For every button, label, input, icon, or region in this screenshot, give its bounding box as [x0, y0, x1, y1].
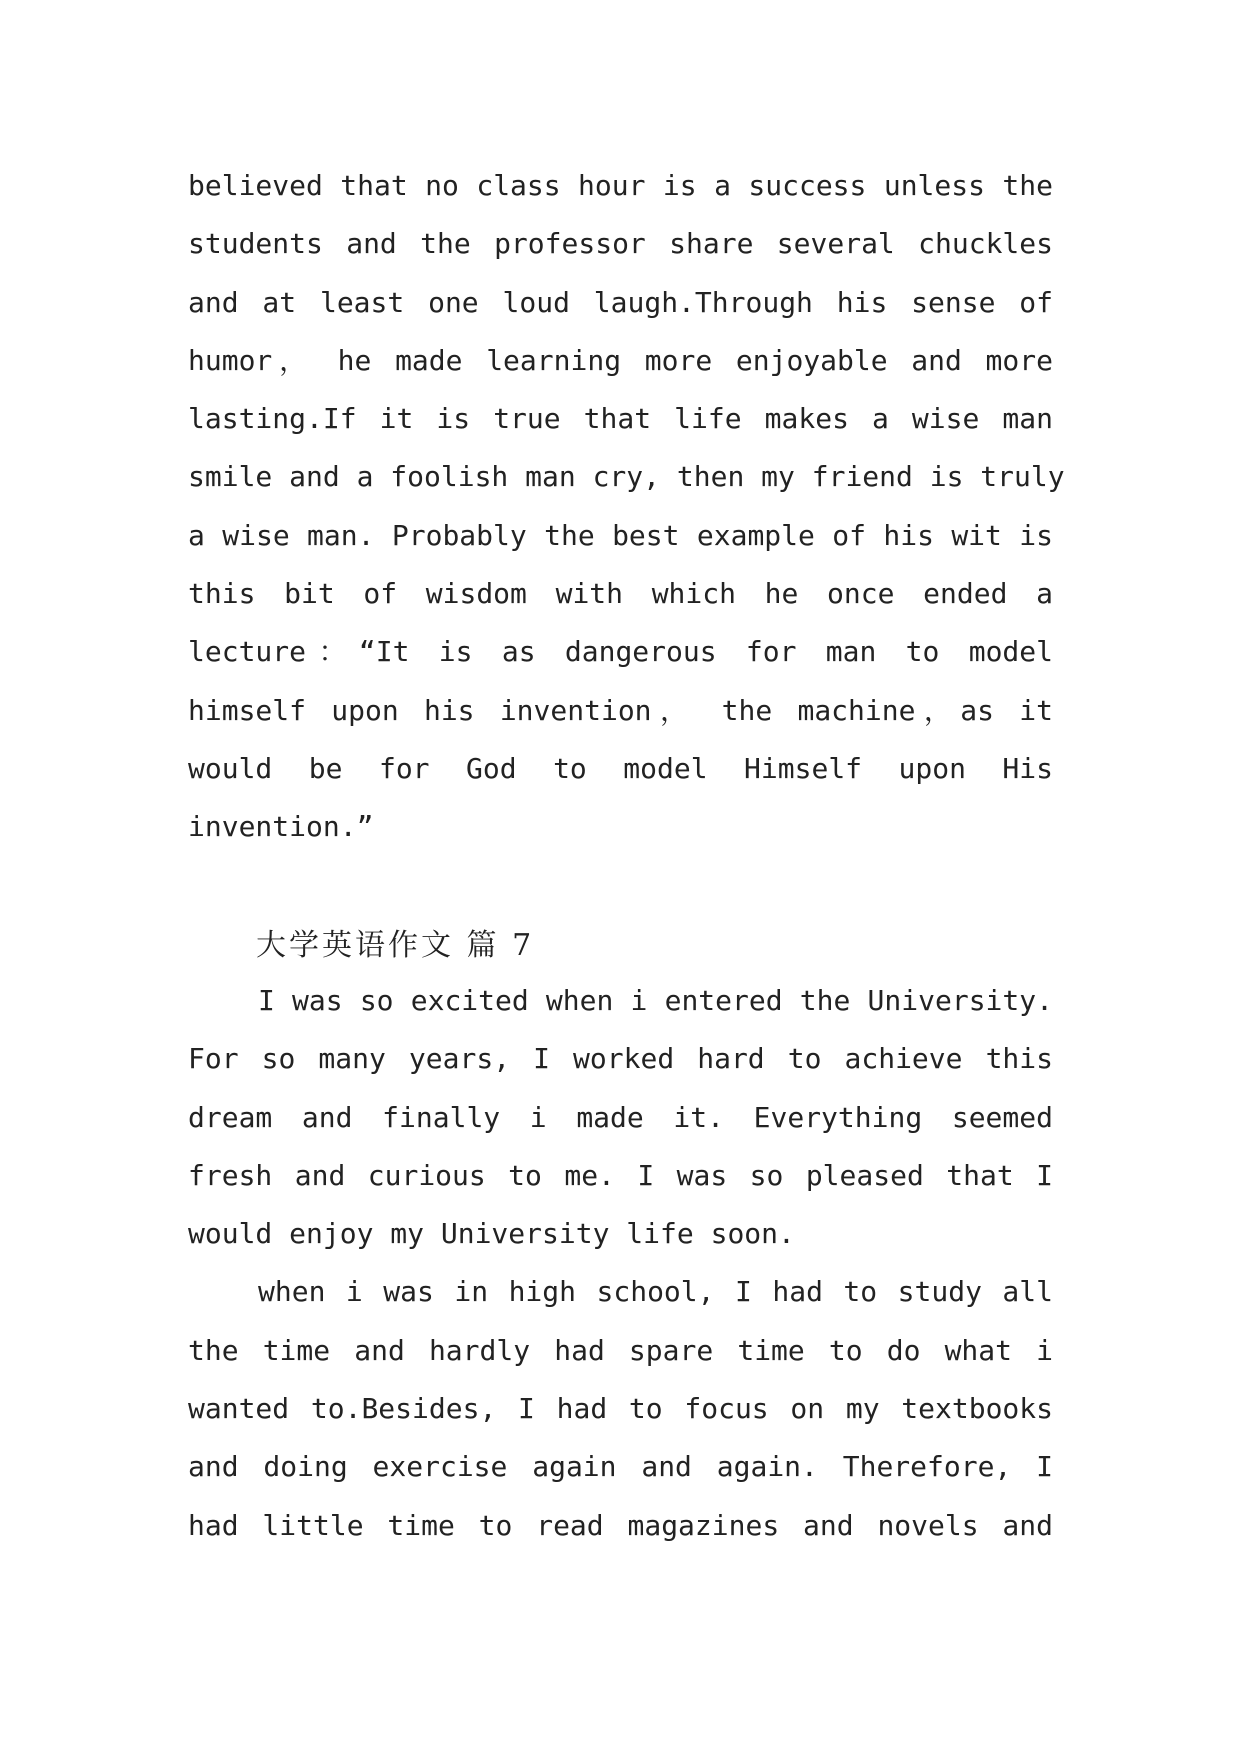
text-line: For so many years, I worked hard to achieve this [188, 1042, 1053, 1076]
text-line: when i was in high school, I had to study all [258, 1275, 1053, 1309]
text-line: lasting.If it is true that life makes a wise man [188, 402, 1053, 436]
text-line: himself upon his invention， the machine，as it [188, 693, 1053, 727]
essay-continuation [188, 157, 1065, 857]
text-line: had little time to read magazines and novels and [188, 1508, 1053, 1542]
text-line: believed that no class hour is a success unless the [188, 169, 1053, 202]
text-line: and doing exercise again and again. Therefore, I [188, 1450, 1053, 1484]
section-heading: 大学英语作文 篇 7 [256, 928, 535, 963]
text-line: and at least one loud laugh.Through his sense of [188, 285, 1053, 319]
text-line: the time and hardly had spare time to do what i [188, 1333, 1053, 1367]
text-line: lecture：“It is as dangerous for man to model [188, 635, 1053, 669]
text-line: would enjoy my University life soon. [188, 1217, 795, 1251]
text-line: I was so excited when i entered the University. [258, 984, 1053, 1017]
text-line: dream and finally i made it. Everything seemed [188, 1100, 1053, 1134]
text-line: fresh and curious to me. I was so pleased that I [188, 1158, 1053, 1192]
text-line: wanted to.Besides, I had to focus on my textbooks [188, 1392, 1053, 1426]
text-line: humor， he made learning more enjoyable and more [188, 343, 1053, 377]
text-line: students and the professor share several chuckles [188, 227, 1053, 261]
text-line: this bit of wisdom with which he once ended a [188, 577, 1053, 611]
text-line: would be for God to model Himself upon His [188, 751, 1053, 785]
text-line: a wise man. Probably the best example of his wit is [188, 518, 1053, 552]
essay-7-body [188, 972, 1053, 1555]
text-line: smile and a foolish man cry, then my friend is truly [188, 460, 1065, 494]
text-line: invention.” [188, 810, 374, 844]
